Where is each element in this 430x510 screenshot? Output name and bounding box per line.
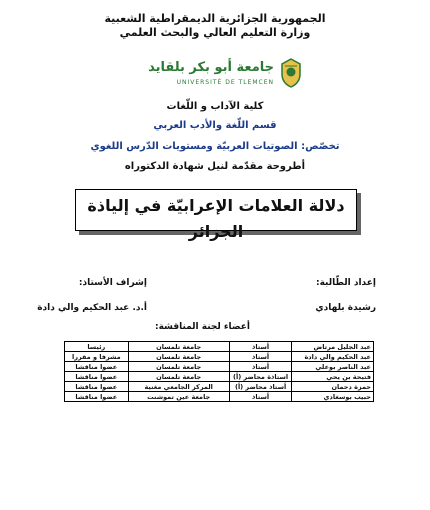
table-row <box>65 392 374 402</box>
jury-member-rank: أستاذ <box>229 362 292 372</box>
jury-member-name: عبد الناصر بوعلي <box>292 362 374 372</box>
table-row <box>65 342 374 352</box>
jury-member-rank: أستاذ <box>229 352 292 362</box>
thesis-title-box <box>75 189 357 241</box>
jury-member-institution: جامعة عين تموشنت <box>128 392 229 402</box>
jury-member-rank: استاذة محاضر (أ) <box>229 372 292 382</box>
jury-member-institution: المركز الجامعي مغنية <box>128 382 229 392</box>
faculty-name: كلية الآداب و اللّغات <box>166 101 264 112</box>
specialty-line: تخصّص: الصوتيات العربيّة ومستويات الدّرس اللغوي <box>90 141 340 152</box>
thesis-title-line1: دلالة العلامات الإعرابيّة في إلياذة <box>87 196 345 215</box>
university-name-french: UNIVERSITÉ DE TLEMCEN <box>176 79 274 86</box>
prepared-by-label: إعداد الطّالبة: <box>316 278 376 288</box>
thesis-title-line2: الجزائر <box>188 222 244 241</box>
jury-member-role: عضوا مناقشا <box>65 372 129 382</box>
jury-member-role: عضوا مناقشا <box>65 382 129 392</box>
jury-member-rank: أستاذ محاضر (أ) <box>229 382 292 392</box>
university-emblem-icon <box>280 58 302 88</box>
jury-member-name: عبد الجليل مرتاض <box>292 342 374 352</box>
jury-member-institution: جامعة تلمسان <box>128 372 229 382</box>
supervisor-name: أ.د. عبد الحكيم والي دادة <box>37 303 147 313</box>
republic-header: الجمهورية الجزائرية الديمقراطية الشعبية <box>104 12 326 25</box>
jury-member-name: عبد الحكيم والي دادة <box>292 352 374 362</box>
jury-member-name: فتيحة بن يحي <box>292 372 374 382</box>
jury-member-role: رئيسا <box>65 342 129 352</box>
jury-member-institution: جامعة تلمسان <box>128 342 229 352</box>
jury-member-role: مشرفا و مقررا <box>65 352 129 362</box>
table-row <box>65 362 374 372</box>
jury-member-role: عضوا مناقشا <box>65 392 129 402</box>
jury-member-name: حبيب بوسغادي <box>292 392 374 402</box>
supervised-by-label: إشراف الأستاذ: <box>78 278 147 288</box>
jury-member-rank: أستاذ <box>229 392 292 402</box>
jury-member-institution: جامعة تلمسان <box>128 362 229 372</box>
university-name-arabic: جامعة أبو بكر بلقايد <box>148 60 274 75</box>
jury-member-rank: أستاذ <box>229 342 292 352</box>
table-row <box>65 352 374 362</box>
ministry-header: وزارة التعليم العالي والبحث العلمي <box>119 26 311 39</box>
jury-member-role: عضوا مناقشا <box>65 362 129 372</box>
university-logo <box>130 58 300 94</box>
student-name: رشيدة بلهادي <box>315 303 376 313</box>
thesis-type: أطروحة مقدّمة لنيل شهادة الدكتوراه <box>124 161 306 172</box>
jury-member-institution: جامعة تلمسان <box>128 352 229 362</box>
table-row <box>65 382 374 392</box>
department-name: قسم اللّغة والأدب العربي <box>153 120 277 131</box>
jury-title: أعضاء لجنة المناقشة: <box>154 322 250 332</box>
jury-member-name: حمزة دحمان <box>292 382 374 392</box>
jury-table <box>64 341 374 402</box>
table-row <box>65 372 374 382</box>
